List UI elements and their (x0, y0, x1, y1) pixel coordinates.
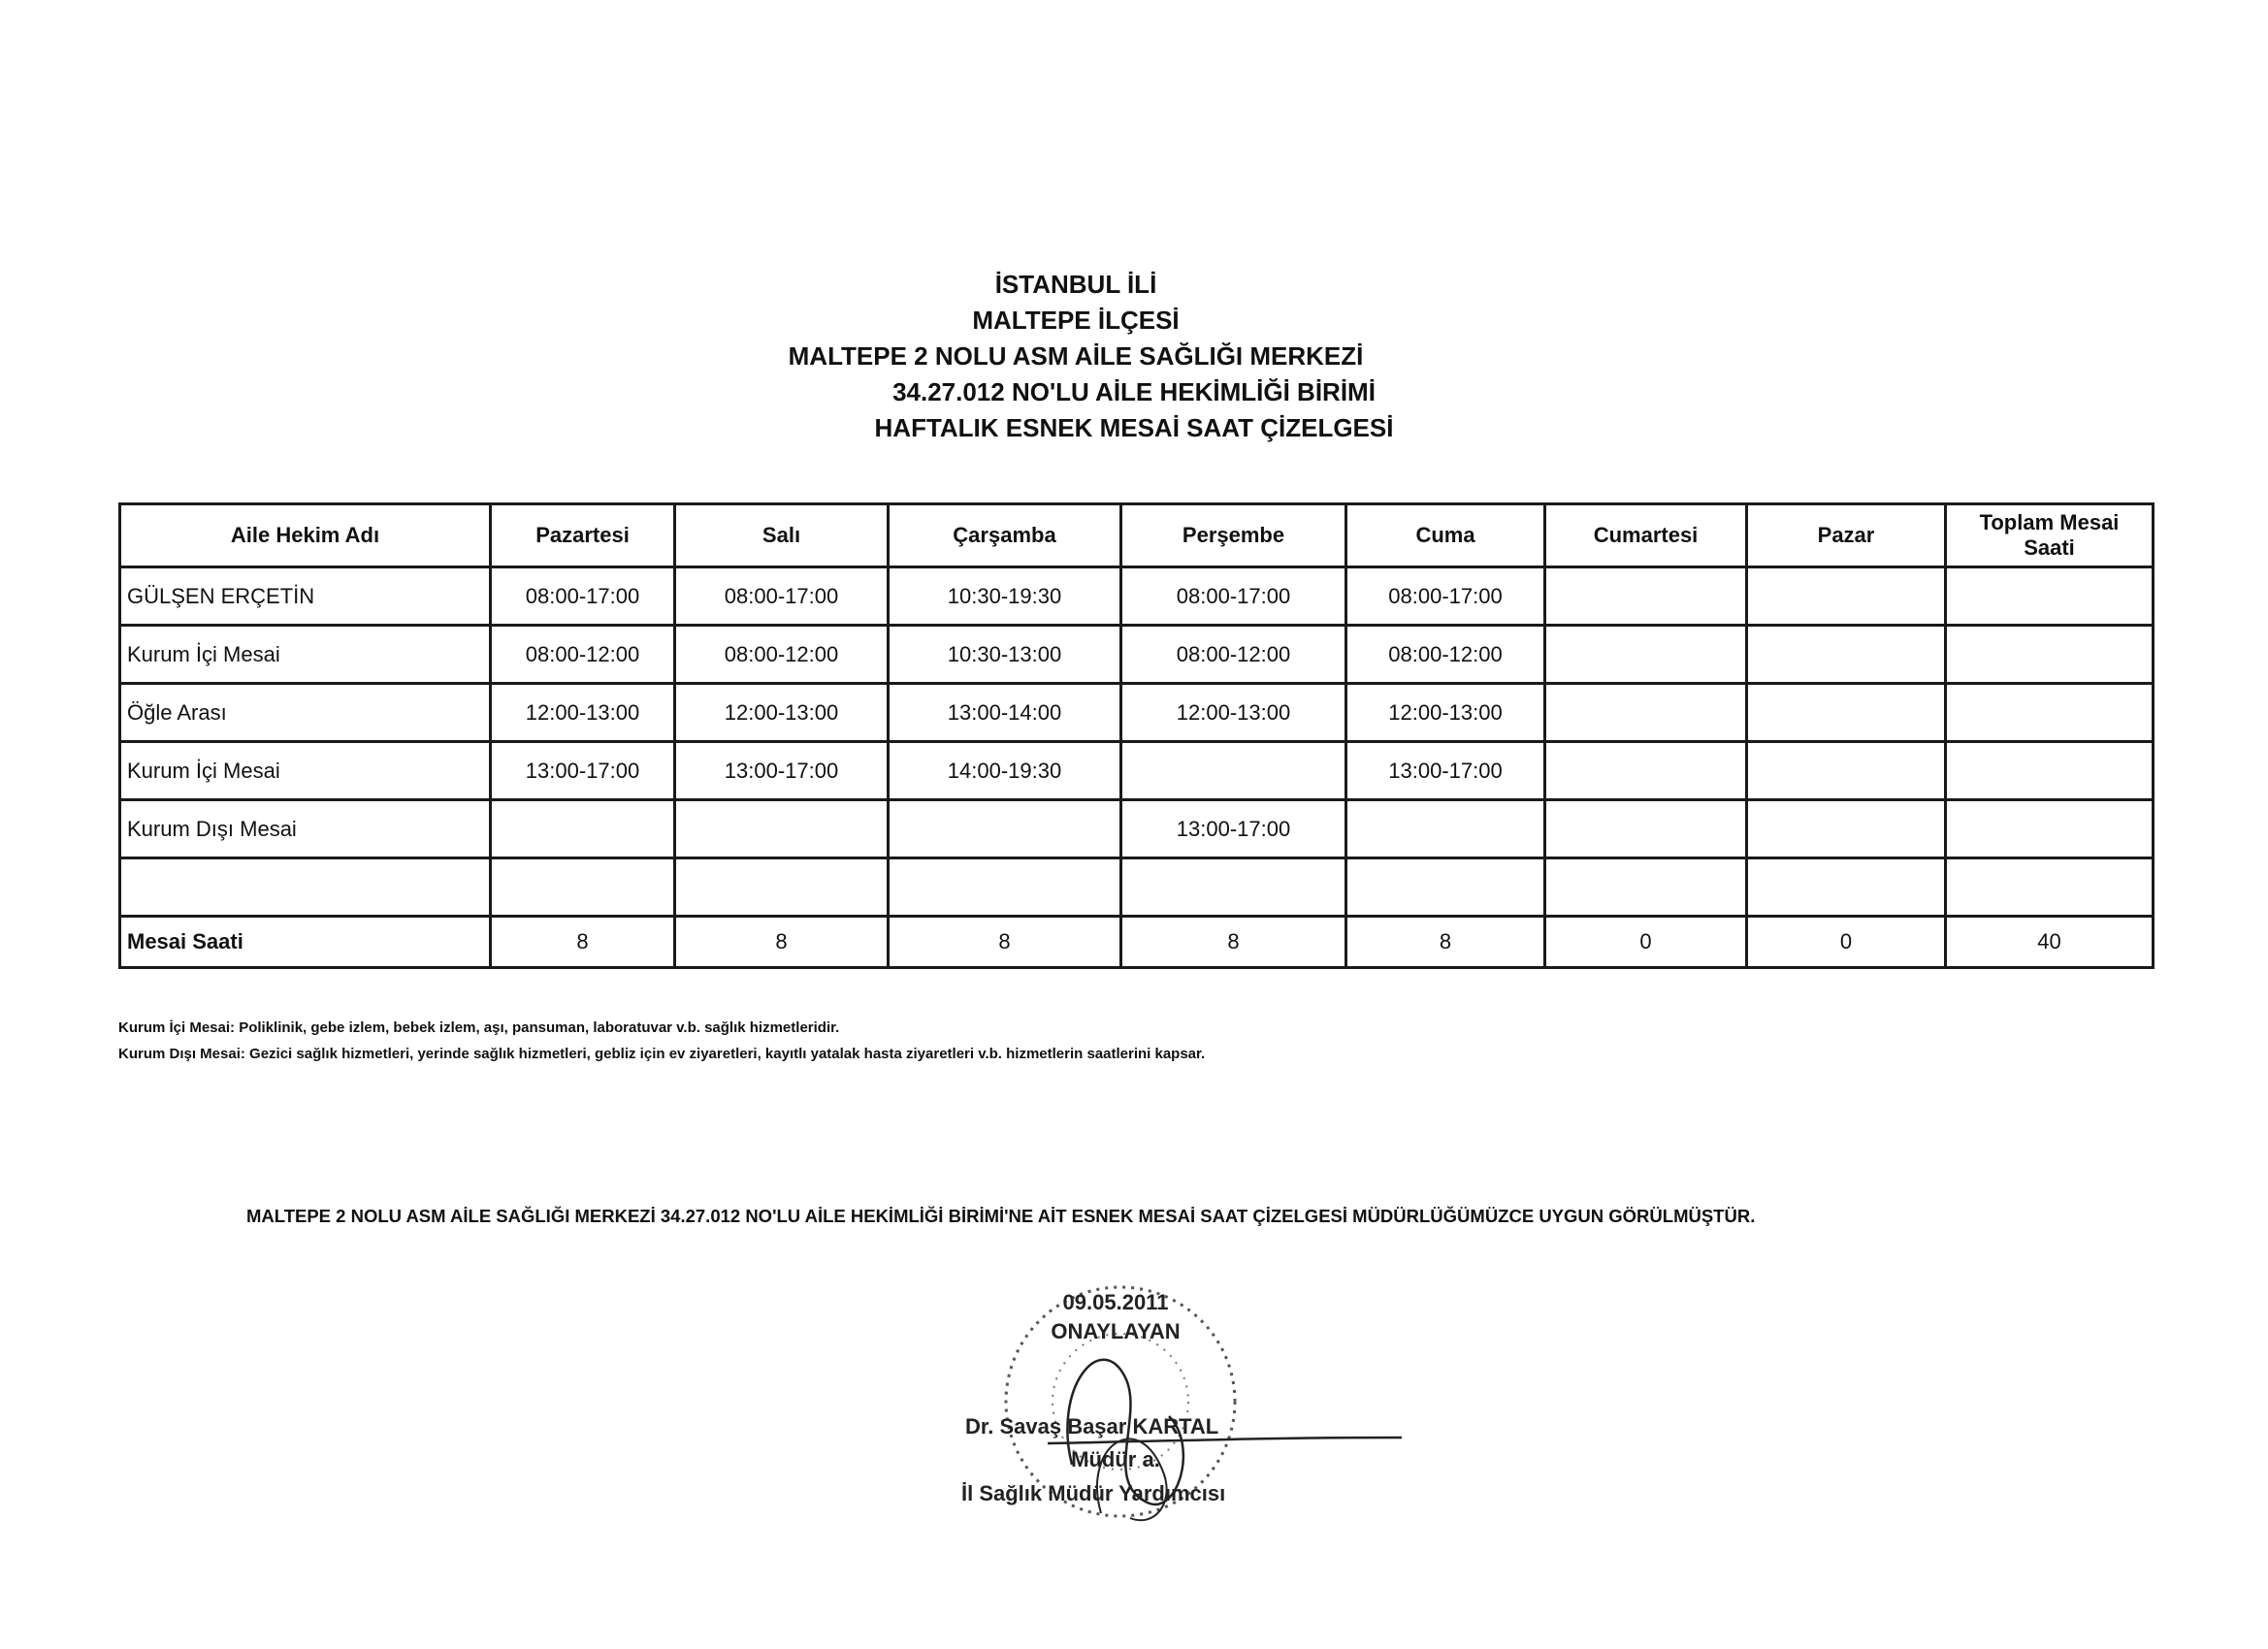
footnotes (118, 1015, 1205, 1067)
table-cell (1121, 742, 1346, 800)
table-cell (889, 858, 1121, 917)
stamp-label: ONAYLAYAN (1051, 1319, 1181, 1343)
table-cell: 08:00-12:00 (1121, 626, 1346, 684)
table-cell (1545, 684, 1747, 742)
column-header: Pazar (1747, 504, 1946, 567)
table-cell: 13:00-17:00 (491, 742, 675, 800)
header-district: MALTEPE İLÇESİ (972, 306, 1180, 335)
column-header: Pazartesi (491, 504, 675, 567)
table-cell (491, 858, 675, 917)
footnote-label: Kurum İçi Mesai: (118, 1019, 236, 1036)
table-cell (889, 800, 1121, 858)
table-cell (1747, 626, 1946, 684)
total-cell: 8 (491, 917, 675, 968)
table-cell (120, 858, 491, 917)
table-row (120, 626, 2154, 684)
header-health-center: MALTEPE 2 NOLU ASM AİLE SAĞLIĞI MERKEZİ (788, 341, 1364, 371)
column-header: Perşembe (1121, 504, 1346, 567)
table-cell: 13:00-17:00 (1121, 800, 1346, 858)
table-cell: Öğle Arası (120, 684, 491, 742)
table-cell (1747, 858, 1946, 917)
table-cell: 08:00-17:00 (675, 567, 889, 626)
table-cell (675, 858, 889, 917)
table-cell: 08:00-12:00 (491, 626, 675, 684)
table-cell (1545, 567, 1747, 626)
table-cell (1946, 567, 2154, 626)
table-row (120, 858, 2154, 917)
stamp-date: 09.05.2011 (1062, 1290, 1169, 1314)
footnote-text: Gezici sağlık hizmetleri, yerinde sağlık hizmetleri, gebliz için ev ziyaretleri, kayıtlı yatalak hasta ziyaretleri v.b. hizmetlerin saatlerini kapsar. (244, 1046, 1206, 1062)
column-header: Salı (675, 504, 889, 567)
table-cell (1747, 800, 1946, 858)
signatory-name: Dr. Savaş Başar KARTAL (965, 1414, 1219, 1439)
table-cell (1946, 684, 2154, 742)
table-cell: 13:00-17:00 (1346, 742, 1545, 800)
table-cell (1346, 800, 1545, 858)
header-province: İSTANBUL İLİ (994, 270, 1157, 299)
table-cell: 14:00-19:30 (889, 742, 1121, 800)
table-cell: 08:00-17:00 (491, 567, 675, 626)
table-row (120, 684, 2154, 742)
table-cell: 13:00-14:00 (889, 684, 1121, 742)
total-cell: 8 (1121, 917, 1346, 968)
table-cell (1946, 800, 2154, 858)
table-cell: 08:00-12:00 (1346, 626, 1545, 684)
table-header-row (120, 504, 2154, 567)
table-cell (1545, 626, 1747, 684)
table-cell: 10:30-19:30 (889, 567, 1121, 626)
table-row (120, 567, 2154, 626)
table-cell: Kurum İçi Mesai (120, 626, 491, 684)
table-cell (1121, 858, 1346, 917)
total-cell: 0 (1747, 917, 1946, 968)
table-cell: 08:00-12:00 (675, 626, 889, 684)
table-cell: 12:00-13:00 (1121, 684, 1346, 742)
table-cell: GÜLŞEN ERÇETİN (120, 567, 491, 626)
total-cell: 0 (1545, 917, 1747, 968)
approval-statement: MALTEPE 2 NOLU ASM AİLE SAĞLIĞI MERKEZİ 34.27.012 NO'LU AİLE HEKİMLİĞİ BİRİMİ'NE AİT ESNEK MESAİ SAAT ÇİZELGESİ MÜDÜRLÜĞÜMÜZCE UYGUN GÖRÜLMÜŞTÜR. (246, 1206, 1756, 1226)
column-header: Cuma (1346, 504, 1545, 567)
table-cell (1946, 858, 2154, 917)
table-row (120, 800, 2154, 858)
table-cell (1545, 800, 1747, 858)
column-header: Aile Hekim Adı (120, 504, 491, 567)
column-header: Çarşamba (889, 504, 1121, 567)
table-cell (1545, 742, 1747, 800)
table-cell: Kurum Dışı Mesai (120, 800, 491, 858)
column-header: Toplam Mesai Saati (1946, 504, 2154, 567)
footnote-internal (118, 1015, 1205, 1041)
table-cell: 08:00-17:00 (1346, 567, 1545, 626)
signatory-role: Müdür a. (1071, 1447, 1160, 1471)
total-cell: 8 (675, 917, 889, 968)
header-unit: 34.27.012 NO'LU AİLE HEKİMLİĞİ BİRİMİ (892, 377, 1376, 406)
table-row (120, 742, 2154, 800)
column-header: Cumartesi (1545, 504, 1747, 567)
header-document-title: HAFTALIK ESNEK MESAİ SAAT ÇİZELGESİ (874, 413, 1394, 442)
total-cell: 8 (1346, 917, 1545, 968)
schedule-table (118, 502, 2155, 969)
table-cell (1946, 626, 2154, 684)
table-cell: Kurum İçi Mesai (120, 742, 491, 800)
table-cell (1747, 742, 1946, 800)
total-label: Mesai Saati (120, 917, 491, 968)
table-cell: 08:00-17:00 (1121, 567, 1346, 626)
table-cell (1545, 858, 1747, 917)
document-header (0, 267, 2268, 446)
table-cell: 13:00-17:00 (675, 742, 889, 800)
table-cell (1747, 567, 1946, 626)
total-cell: 8 (889, 917, 1121, 968)
table-cell: 10:30-13:00 (889, 626, 1121, 684)
signatory-title: İl Sağlık Müdür Yardımcısı (961, 1481, 1226, 1505)
table-cell (491, 800, 675, 858)
approval-stamp (956, 1271, 1276, 1562)
table-cell (675, 800, 889, 858)
footnote-label: Kurum Dışı Mesai: (118, 1046, 245, 1062)
footnote-external (118, 1041, 1205, 1067)
total-row (120, 917, 2154, 968)
table-cell (1747, 684, 1946, 742)
table-cell: 12:00-13:00 (1346, 684, 1545, 742)
footnote-text: Poliklinik, gebe izlem, bebek izlem, aşı, pansuman, laboratuvar v.b. sağlık hizmetleridir. (235, 1019, 840, 1036)
table-cell (1346, 858, 1545, 917)
table-cell: 12:00-13:00 (675, 684, 889, 742)
table-cell: 12:00-13:00 (491, 684, 675, 742)
total-cell: 40 (1946, 917, 2154, 968)
table-cell (1946, 742, 2154, 800)
